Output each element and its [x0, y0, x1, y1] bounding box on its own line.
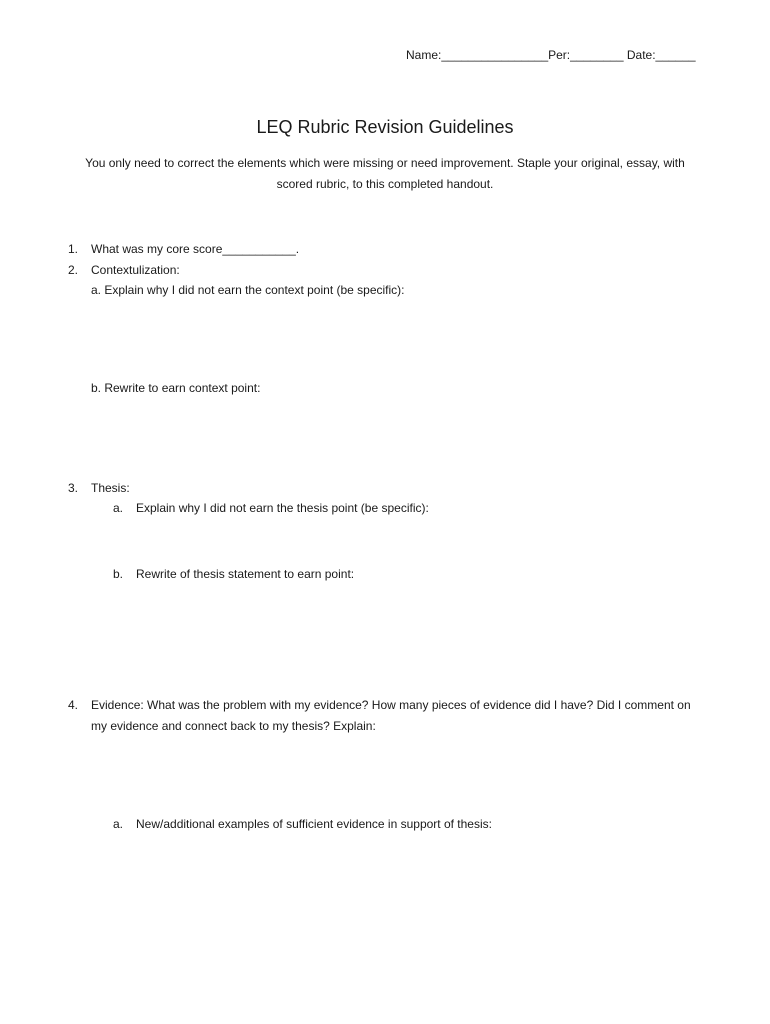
question-3a-text: Explain why I did not earn the thesis point (be specific):	[136, 501, 429, 515]
page-title: LEQ Rubric Revision Guidelines	[256, 117, 514, 137]
question-4-line-2: my evidence and connect back to my thesis? Explain:	[91, 719, 376, 733]
question-2a-text: a. Explain why I did not earn the context point (be specific):	[91, 283, 405, 297]
question-2b-text: b. Rewrite to earn context point:	[91, 381, 261, 395]
name-period-date-fields: Name:________________Per:________ Date:______	[406, 48, 696, 62]
intro-line-1: You only need to correct the elements which were missing or need improvement. Staple your original, essay, with	[85, 156, 685, 170]
question-4-number: 4.	[67, 698, 78, 712]
question-2-number: 2.	[67, 263, 78, 277]
question-4a-marker: a.	[113, 817, 124, 831]
question-3b-marker: b.	[113, 567, 124, 581]
question-3-text: Thesis:	[91, 481, 130, 495]
question-1-text: What was my core score___________.	[91, 242, 300, 256]
question-3a-marker: a.	[113, 501, 124, 515]
question-4a-text: New/additional examples of sufficient evidence in support of thesis:	[136, 817, 492, 831]
question-4-line-1: Evidence: What was the problem with my evidence? How many pieces of evidence did I have? Did I comment on	[91, 698, 691, 712]
question-1-number: 1.	[67, 242, 78, 256]
question-3-number: 3.	[67, 481, 78, 495]
question-2-text: Contextulization:	[91, 263, 180, 277]
intro-line-2: scored rubric, to this completed handout.	[276, 177, 494, 191]
question-3b-text: Rewrite of thesis statement to earn point:	[136, 567, 355, 581]
